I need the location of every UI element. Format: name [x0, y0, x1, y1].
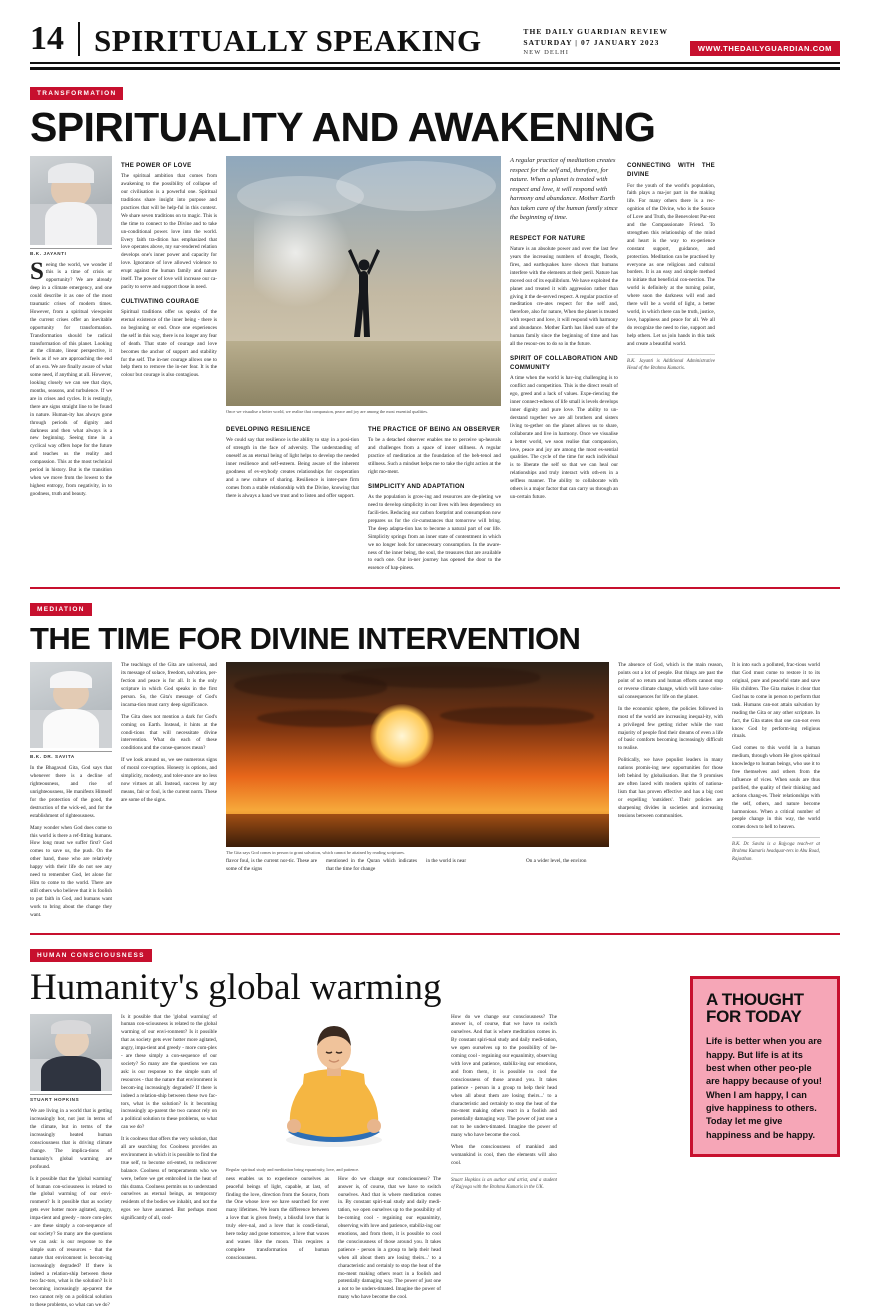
article1-collaboration: A time when the world is hav-ing challenging is to conflict and competition. This is the direct result of ego, greed and a lack of values. Expe-riencing the inner connect-edness of life small is levels develops inner dignity and pure love. The ability to un-derstand together we are all brothers and sisters living to-gether on the planet allows us to share, collaborate and live in harmony. Once we visualise a better world, we soon realise that compassion, love, peace and joy are among the most es-sential qualities. The cycle of the time for each individual is to liberate the self so that we can heal our relationships and truly interact with oth-ers in a selfless manner. The ability to collaborate with others is a major factor that can carry us through an un-certain future.: [510, 375, 618, 500]
thought-for-today: [690, 962, 840, 1314]
article1-connecting-divine: For the youth of the world's population, faith plays a ma-jor part in the making life. For many others there is a rec-ognition of the Divine, who is the Source of Love and Truth, the Benevolent Par-ent and the Compassionate Friend. To strengthen this relationship of the mind and heart is the way to ex-perience constant support, guidance, and protection. Meditation can be practised by everyone as one religious and cultural borders. It is an easy and simple method to initiate that beneficial con-nection. The world is definitely at the turning point, where soon the darkness will end and there will be a world of light, a better world, in which there can be truth, justice, love, happiness and peace for all. We all do recognize the need to rise, support and help others. Let us join hands in this task and create a beautiful world.: [627, 182, 715, 347]
article2-foot3: in the world is near: [426, 858, 467, 865]
article1-col5: [510, 156, 618, 577]
note-hopkins: Stuart Hopkins is an author and artist, and a student of Rajyoga with the Brahma Kumaris in the UK.: [451, 1173, 557, 1191]
article1-col2: [121, 156, 217, 577]
kicker-mediation: MEDIATION: [30, 603, 92, 616]
article3-p6: How do we change our consciousness? The answer is, of course, that we have to switch ourselves. And that is where meditation comes in. By constant spiri-tual study and daily medi-tation, we open ourselves up to the possibility of be-coming cool - regaining our equanimity, observing with love and patience, stabiliz-ing our emotions, and from them, it is possible to cool the consciousness of those around you. It takes patience - person in a group to help their head when all about them are losing theirs...' to a characteristic and certainly to stop the heat of the mo-ment making others react in a foolish and potentially damaging way. The power of just one a not to be unders-timated. Imagine the power of many who have become the cool.: [338, 1175, 441, 1301]
article1-power-of-love: The spiritual ambition that comes from awakening to the possibility of collapse of our civilisation is a powerful one. Spiritual traditions share insight into purpose and practices that will be help-ful in this context. We share seven traditions on to magic. This is the time to connect to the Divine and to take un-conditional power. love into the world. Every faith tra-dition has emphasized that love operates above, my sur-rendered relation develops one's inner power and capacity for love. Ignorance of love allowed violence to erupt against the human family and nature itself. The power of love will increase our ca-pacity to serve and support those in need.: [121, 173, 217, 290]
caption-hero2: The Gita says God comes in person to grant salvation, which cannot be attained by reading scriptures.: [226, 850, 405, 856]
article1-respect-nature: Nature is an absolute power and over the last few years the increasing numbers of drought, floods, fires, and earthquakes have shown that humans interfere with the elements at their peril. Nature has moved out of its equilibrium. We have exploited the planet and treated it with aggression rather than giving it the de-served respect. A regular practice of meditation cre-ates respect for the self and, therefore, also for nature, When the planet is treated with respect and love, it will respond with harmony and abundance. Mother Earth has liked sure of the human family since the beginning of time and has all the resour-ces to do so in the future.: [510, 246, 618, 347]
article1-col4: [368, 420, 501, 577]
article3-illus-block: [226, 1014, 442, 1314]
pullquote-meditation: A regular practice of meditation creates respect for the self and, therefore, for nature. When a planet is treated with respect and love, it will respond with harmony and abundance. Mother Earth has taken care of the human family since the beginning of time.: [510, 157, 618, 222]
masthead-info: [503, 27, 668, 56]
kicker-transformation: TRANSFORMATION: [30, 87, 123, 100]
article3-col4: [338, 1176, 441, 1307]
silhouette-figure: [344, 245, 384, 341]
caption-illustration: Regular spiritual study and meditation bring equanimity, love, and patience.: [226, 1166, 360, 1172]
article3-col3: [226, 1176, 329, 1307]
article2-p6: The absence of God, which is the main reason, points out a lot of people. But things are past the point of no return and human efforts cannot stop or reverse climate change, which will have colos-sal consequences for life on the planet.: [618, 662, 723, 700]
article3-col5: [451, 1014, 557, 1314]
website-url[interactable]: WWW.THEDAILYGUARDIAN.COM: [690, 41, 840, 56]
article2-col2: [121, 662, 217, 923]
meditation-illustration: [226, 1014, 442, 1164]
article1-photo-block: [226, 156, 501, 577]
article2-p8: Politically, we have populist leaders in many nations promis-ing new opportunities for those left behind by globalisation. But the 9 promises are often laced with modern spirits of nationa-lism that has proven effective and has a big cost or expelling 'outsiders'. Their policies are sharpening divides in societies and increasing tensions between communities.: [618, 757, 723, 819]
article3-p5: ness enables us to experience ourselves as peaceful beings of light, capable, at last, of finding the love, direction from the Source, from the One whose love we have searched for over many lifetimes. We learn the difference between a love that is given freely, a blissful love that is truly elev-nal, and a love that is condi-tional, here today and gone tomorrow, a love that waxes and wanes like the moon. This requires a complete transformation of human consciousness.: [226, 1175, 329, 1261]
note-savita: B.K. Dr. Savita is a Rajyoga teach-er at Brahma Kumaris headquar-ters in Abu Road, Rajasthan.: [732, 837, 820, 863]
article2-p10: God comes to this world in a human medium, through whom He gives spiritual knowledge to human beings, who use it to free themselves and others from the influence of vices. When souls are thus purified, the quality of their thinking and actions chang-es. Their relationships with the self, others, and nature become harmonious. When a critical number of people change in this way, the world comes down to hell to heaven.: [732, 745, 820, 831]
article2-foot1: flavor foul, is the current nor-tic. These are some of the signs: [226, 858, 317, 873]
article3-col2: [121, 1014, 217, 1314]
article1-cultivating-courage: Spiritual traditions offer us speaks of the eternal existence of the inner being - there is no beginning or end. Once one experiences the self in this way, there is no longer any fear of death. That state of courage and love becomes the anchor of support and stability for the self. The in-ner courage allows one to help them to remove the in-ner fear. It is the colour but courage is also contagious.: [121, 309, 217, 379]
subhead-power-of-love: THE POWER OF LOVE: [121, 162, 192, 169]
kicker-human-consciousness: HUMAN CONSCIOUSNESS: [30, 949, 152, 962]
article1-simplicity: As the population is grow-ing and resources are de-pleting we need to develop simplicity in our lives with less dependency on facili-ties. Reducing our carbon footprint and consumption now prepares us for the cir-cumstances that tomorrow will bring. The deep adapta-tion has to become a natural part of our life. Simplicity springs from an inner state of contentment in which we no longer look for unnecessary consumption. In the aware-ness of the inner being, the soul, the treasures that are available to each one. Our in-ner journey has opened the door to the essence of hap-piness.: [368, 494, 501, 572]
caption-hero1: Once we visualise a better world, we realise that compassion, peace and joy are among the most essential qualities.: [226, 409, 429, 414]
article-divine-intervention: [30, 598, 840, 923]
author-photo-savita: [30, 662, 112, 748]
article2-p3: The teachings of the Gita are universal, and its message of solace, freedom, salvation, per-fection and peace is for all. It is the only scripture in which God speaks in the first person. So, the Gita's message of God's incarna-tion must carry deep significance.: [121, 662, 217, 708]
article2-p7: In the economic sphere, the policies followed in most of the world are increasing inequal-ity, with a privileged few getting richer while the vast majority of people find their dreams of even a life of basic comforts becoming increasingly difficult to realise.: [618, 705, 723, 752]
headline-divine-intervention: THE TIME FOR DIVINE INTERVENTION: [30, 621, 581, 657]
hero-image-spirituality: [226, 156, 501, 406]
headline-global-warming: Humanity's global warming: [30, 966, 442, 1008]
subhead-developing-resilience: DEVELOPING RESILIENCE: [226, 426, 311, 434]
page-folio: 14: [30, 20, 64, 57]
article2-p4: The Gita does not mention a dark for God's coming on Earth. Instead, it hints at the condi-tions that will necessitate divine intervention. What do each of these conditions and the conse-quences mean?: [121, 713, 217, 752]
byline-savita: B.K. DR. SAVITA: [30, 751, 112, 761]
article2-col5: [618, 662, 723, 923]
subhead-respect-nature: RESPECT FOR NATURE: [510, 234, 586, 242]
byline-jayanti: B.K. JAYANTI: [30, 248, 112, 258]
byline-hopkins: STUART HOPKINS: [30, 1094, 112, 1104]
article3-p4: It is coolness that offers the very solution, that all are searching for. Coolness provides an environment in which it is possible to find the true self, to become ori-ented, to rediscover balance. Coolness of temperaments who we were, before we get embroiled in the heat of this drama. Coolness permits us to understand ourselves as eternal beings, as temporary residents of the bodies we inhabit, and not the egos we have assumed. But perhaps most significantly of all, cool-: [121, 1136, 217, 1222]
article2-p9: It is into such a polluted, frac-tious world that God must come to restore it to its original, pure and peaceful state and save His children. The Gita makes it clear that God has to come in person to perform that task. Humans can-not attain salvation by reading the Gita or any other scripture. In fact, the Gita states that one can-not even know God by perform-ing religious rituals.: [732, 662, 820, 740]
article1-resilience: We could say that resilience is the ability to stay in a posi-tion of strength in the face of adversity. The understanding of oneself as an eternal being of light helps to develop the needed inner resilience and self-esteem. Being aware of the inherent goodness of ev-erybody creates relationships for cooperation and a new culture of sharing. Resilience is inter-pure firm comes from a stable relationship with the Divine, knowing that there is always a hand we trust and to listen and offer support.: [226, 437, 359, 499]
subhead-observer: THE PRACTICE OF BEING AN OBSERVER: [368, 426, 501, 434]
headline-spirituality-awakening: SPIRITUALITY AND AWAKENING: [30, 104, 656, 150]
article3-p3: Is it possible that the 'global warming' of human con-sciousness is related to the global warming of our envi-ronment? Is it possible that as society gets ever hotter more agitated, angry, impa-tient and greedy - more com-plex - are these simply a con-sequence of our society? So many are the questions we can ask: is our response to the simple sum of resources - that the nature that environment is becom-ing increasingly degraded? If there is indeed a relation-ship between these two fac-tors, what is the solution? Is it becoming increasingly ap-parent the two cannot rely on a political solution to these problems, so what can we do?: [121, 1013, 217, 1131]
article2-p1: In the Bhagavad Gita, God says that whenever there is a decline of righteousness, and rise of unrighteousness, He manifests Himself for the protection of the good, the destruction of the wick-ed, and for the establishment of righteousness.: [30, 765, 112, 819]
subhead-collaboration: SPIRIT OF COLLABORATION AND COMMUNITY: [510, 354, 618, 372]
article2-col1: [30, 662, 112, 923]
article2-p5: If we look around us, we see numerous signs of moral cor-ruption. Honesty is options, and simplicity, modesty, and toler-ance are no less now virtues at all. Instead, success by any means, fair or foul, is the current norm. These are some of the signs.: [121, 757, 217, 803]
note-jayanti: B.K. Jayanti is Additional Administrative Head of the Brahma Kumaris.: [627, 354, 715, 372]
author-photo-jayanti: [30, 156, 112, 245]
article1-observer: To be a detached observer enables me to perceive up-heavals and challenges from a space of inner stillness. A regular practice of meditation at the foundation of the beh-tenol and stillness. Such a mindset helps me to take the right action at the right mo-ment.: [368, 437, 501, 476]
thought-title: A THOUGHT FOR TODAY: [706, 989, 804, 1027]
article2-col6: [732, 662, 820, 923]
subhead-connecting-divine: CONNECTING WITH THE DIVINE: [627, 162, 715, 179]
subhead-cultivating-courage: CULTIVATING COURAGE: [121, 297, 200, 305]
article1-col6: [627, 156, 715, 577]
article1-col1: [30, 156, 112, 577]
article1-lead: Seeing the world, we wonder if this is a time of crisis or opportunity? We are already deep in a climate emergency, and one could describe it as one of the most traumatic crises of modern times. However, from a spiritual viewpoint the current crises offer an inevitable opportunity for transformation. Transformation should be radical transformation of this planet. Looking at the climate, linear perspective, it feels as if we are approaching the end of an era. We are finally aware of what some need, if anything at all. However, looking closely we can see that days, months, seasons, and turbulence. If we are in crises and cycles. It is restingly, there are signs straight line to be found in nature. Human-ity has always gone through periods of dignity and darkness and then what always is a new beginning. Seeing time in a cyclical way offers hope for the future and teaches us the reality and compassion. This at the most technical period in history. But is the transition when we move from the lowest to the highest entropy, from negativity, in to goodness, truth and beauty.: [30, 257, 112, 497]
paper-name: THE DAILY GUARDIAN REVIEW: [523, 27, 669, 36]
article-global-warming: [30, 944, 840, 1314]
article2-foot4: On a wider level, the environ: [526, 858, 587, 865]
article3-col1: [30, 1014, 112, 1314]
masthead-rule: [30, 67, 840, 70]
subhead-simplicity: SIMPLICITY AND ADAPTATION: [368, 482, 465, 490]
section-title: SPIRITUALLY SPEAKING: [94, 23, 482, 58]
hero-image-sunset: [226, 662, 609, 847]
article3-p8: When the consciousness of mankind and womankind is cool, then the elements will also cool.: [451, 1144, 557, 1166]
article-transformation: [30, 82, 840, 577]
article3-p1: We are living in a world that is getting increasingly hot, not just in terms of the climate, but in terms of the increasingly heated human consciousness that is driving climate change. The implica-tions of humanity's global warming are profound.: [30, 1108, 112, 1170]
article3-p2: Is it possible that the 'global warming' of human con-sciousness is related to the global warming of our envi-ronment? Is it possible that as society gets ever hotter more agitated, angry, impa-tient and greedy - more com-plex - are these simply a con-sequence of our society? So many are the questions we can ask: is our response to the simple sum of resources - that the nature that environment is becom-ing increasingly degraded? If there is indeed a relation-ship between these two fac-tors, what is the solution? Is it becoming increasingly ap-parent the two cannot rely on a political solution to these problems, so what can we do?: [30, 1175, 112, 1309]
issue-date: SATURDAY | 07 JANUARY 2023: [523, 38, 660, 47]
article2-photo-block: [226, 662, 609, 923]
article2-bottom-rule: [30, 933, 840, 935]
masthead: [30, 0, 840, 64]
illustration-meditating-person: [226, 1014, 442, 1164]
thought-body: Life is better when you are happy. But life is at its best when other peo-ple are happy because of you! When I am happy, I can give happiness to others. Today let me give happiness and be happy.: [706, 1036, 822, 1140]
article2-foot2: mentioned in the Quran which indicates that the time for change: [326, 858, 417, 873]
author-photo-hopkins: [30, 1014, 112, 1092]
issue-city: NEW DELHI: [523, 49, 570, 56]
article3-p7: How do we change our consciousness? The answer is, of course, that we have to switch ourselves. And that is where meditation comes in. By constant spiri-tual study and daily medi-tation, we open ourselves up to the possibility of be-coming cool - regaining our equanimity, observing with love and patience, stabiliz-ing our emotions, and from them, it is possible to cool the consciousness of those around you. It takes patience - person in a group to help their head when all about them are losing theirs...' to a characteristic and certainly to stop the heat of the mo-ment making others react in a foolish and potentially damaging way. The power of just one a not to be unders-timated. Imagine the power of many who have become the cool.: [451, 1013, 557, 1139]
article2-p2: Many wonder when God does come to this world is there a ref-fitting humans. How long must we suffer first? God comes to save us, the push. On the other hand, those who are relatively happy with their life do not see any need to remember God, let alone for Him to come to the world. There are still others who believe that it is foolish to put faith in God, and humans want work to bring about the change they want.: [30, 824, 112, 918]
article1-bottom-rule: [30, 587, 840, 589]
article1-col3: [226, 420, 359, 577]
masthead-divider: [78, 22, 80, 56]
